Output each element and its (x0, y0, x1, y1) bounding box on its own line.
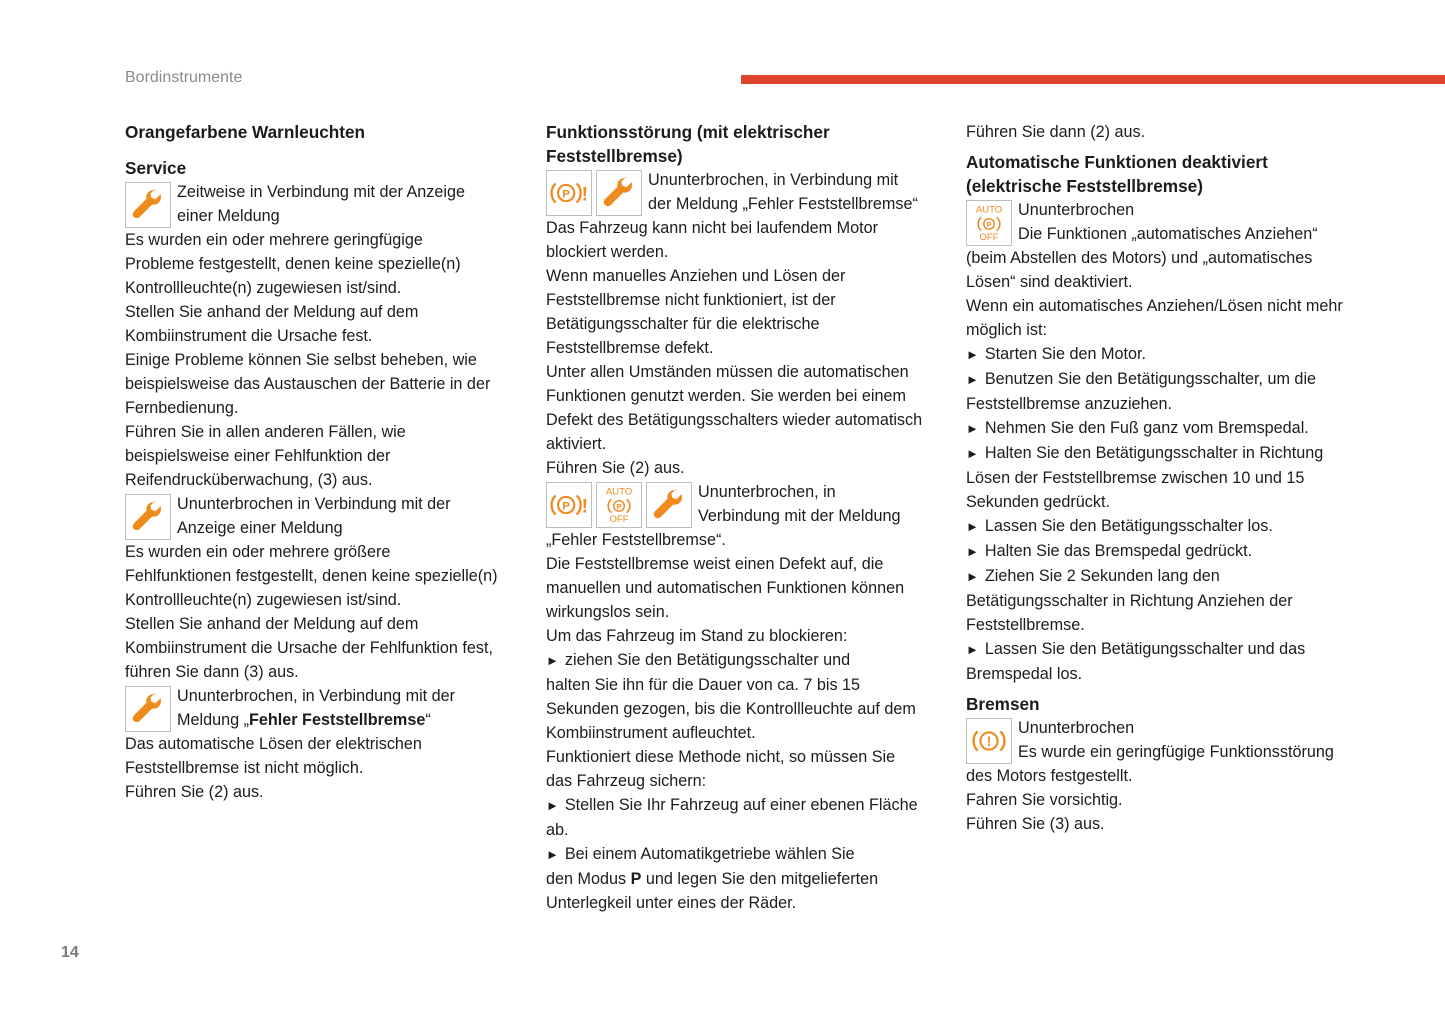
body-line: Einige Probleme können Sie selbst beheben, wie (125, 351, 477, 369)
body-line: Betätigungsschalter in Richtung Anziehen der (966, 592, 1293, 610)
body-line: beispielsweise einer Fehlfunktion der (125, 447, 391, 465)
body-line: Kombiinstrument aufleuchtet. (546, 724, 756, 742)
text-run: und legen Sie den mitgelieferten (641, 870, 879, 888)
body-line: halten Sie ihn für die Dauer von ca. 7 bis 15 (546, 676, 861, 694)
icon-text-line: Ununterbrochen, in (698, 483, 836, 501)
body-line: Es wurden ein oder mehrere größere (125, 543, 391, 561)
body-line: Feststellbremse ist nicht möglich. (125, 759, 364, 777)
malfunction-block-2 (546, 480, 944, 528)
parking-brake-warning-icon (546, 170, 592, 216)
text-run: “ (425, 711, 431, 729)
body-line: Fernbedienung. (125, 399, 239, 417)
body-line: Fahren Sie vorsichtig. (966, 791, 1123, 809)
icon-excl-label: ! (581, 184, 588, 206)
bullet-text: Halten Sie den Betätigungsschalter in Richtung (984, 444, 1324, 462)
section-heading-malfunction (546, 120, 944, 168)
service-intermittent-block (125, 180, 520, 228)
bullet-arrow-icon: ► (966, 569, 979, 584)
body-line: Kombiinstrument die Ursache der Fehlfunktion fest, (125, 639, 493, 657)
icon-excl-label: ! (581, 496, 588, 518)
bullet-arrow-icon: ► (546, 653, 559, 668)
mode-p-bold: P (630, 870, 642, 888)
body-line (546, 867, 944, 891)
bullet-text: Benutzen Sie den Betätigungsschalter, um die (984, 370, 1317, 388)
bullet-line (966, 342, 1371, 367)
header-accent-bar (741, 75, 1445, 84)
body-line: Führen Sie dann (2) aus. (966, 123, 1146, 141)
body-line: Wenn manuelles Anziehen und Lösen der (546, 267, 846, 285)
body-line: des Motors festgestellt. (966, 767, 1133, 785)
wrench-icon (125, 686, 171, 732)
icon-p-label: P (986, 220, 992, 230)
body-line: Sekunden gezogen, bis die Kontrollleuchte auf dem (546, 700, 916, 718)
icon-off-label: OFF (609, 514, 629, 526)
parking-brake-warning-icon (546, 482, 592, 528)
body-line: Feststellbremse nicht funktioniert, ist der (546, 291, 836, 309)
body-line: Funktioniert diese Methode nicht, so müssen Sie (546, 748, 896, 766)
body-line: Führen Sie (2) aus. (546, 459, 685, 477)
wrench-icon (125, 182, 171, 228)
icon-text-line (125, 708, 520, 732)
icon-text-line: der Meldung „Fehler Feststellbremse“ (648, 195, 918, 213)
text-run: den Modus (546, 870, 631, 888)
body-line: Defekt des Betätigungsschalters wieder automatisch (546, 411, 923, 429)
body-line: Probleme festgestellt, denen keine spezielle(n) (125, 255, 461, 273)
body-line: manuellen und automatischen Funktionen können (546, 579, 905, 597)
body-line: beispielsweise das Austauschen der Batterie in der (125, 375, 491, 393)
icon-text-line: einer Meldung (177, 207, 280, 225)
section-heading-auto-disabled (966, 150, 1371, 198)
bullet-arrow-icon: ► (966, 544, 979, 559)
bullet-line (546, 842, 944, 867)
body-line: aktiviert. (546, 435, 607, 453)
bullet-text: Halten Sie das Bremspedal gedrückt. (984, 542, 1253, 560)
wrench-icon (596, 170, 642, 216)
column-2 (546, 120, 944, 915)
bullet-text: Starten Sie den Motor. (984, 345, 1146, 363)
heading-line: Automatische Funktionen deaktiviert (966, 152, 1268, 172)
icon-text-line: Ununterbrochen, in Verbindung mit (648, 171, 899, 189)
bullet-arrow-icon: ► (966, 372, 979, 387)
bullet-text: Ziehen Sie 2 Sekunden lang den (984, 567, 1220, 585)
bullet-line (966, 514, 1371, 539)
body-line: Unter allen Umständen müssen die automatischen (546, 363, 909, 381)
body-line: Betätigungsschalter für die elektrische (546, 315, 820, 333)
message-name-bold: Fehler Feststellbremse (248, 711, 426, 729)
brake-warning-icon (966, 718, 1012, 764)
page-number: 14 (61, 944, 79, 961)
body-line: Lösen“ sind deaktiviert. (966, 273, 1133, 291)
heading-line: Funktionsstörung (mit elektrischer (546, 122, 830, 142)
bullet-arrow-icon: ► (966, 519, 979, 534)
heading-line: (elektrische Feststellbremse) (966, 176, 1203, 196)
brakes-block (966, 716, 1371, 764)
body-line: Kombiinstrument die Ursache fest. (125, 327, 373, 345)
service-continuous-block (125, 492, 520, 540)
body-line: Lösen der Feststellbremse zwischen 10 und 15 (966, 469, 1305, 487)
icon-text-line: Zeitweise in Verbindung mit der Anzeige (177, 183, 465, 201)
icon-text-line: Verbindung mit der Meldung (698, 507, 901, 525)
auto-off-icon (596, 482, 642, 528)
body-line: Führen Sie in allen anderen Fällen, wie (125, 423, 406, 441)
body-line: Das Fahrzeug kann nicht bei laufendem Motor (546, 219, 879, 237)
malfunction-block-1 (546, 168, 944, 216)
icon-text-line: Ununterbrochen, in Verbindung mit der (177, 687, 456, 705)
bullet-line (546, 648, 944, 673)
icon-auto-label: AUTO (975, 204, 1003, 216)
body-line: Um das Fahrzeug im Stand zu blockieren: (546, 627, 848, 645)
bullet-line (966, 539, 1371, 564)
bullet-text: Nehmen Sie den Fuß ganz vom Bremspedal. (984, 419, 1309, 437)
body-line: Bremspedal los. (966, 665, 1083, 683)
icon-p-label: P (616, 502, 622, 512)
bullet-text: Bei einem Automatikgetriebe wählen Sie (564, 845, 855, 863)
body-line: Stellen Sie anhand der Meldung auf dem (125, 303, 419, 321)
service-parking-brake-block (125, 684, 520, 732)
bullet-line (966, 367, 1371, 392)
body-line: Unterlegkeil unter eines der Räder. (546, 894, 797, 912)
bullet-line (966, 564, 1371, 589)
icon-p-label: P (562, 188, 570, 201)
bullet-arrow-icon: ► (966, 347, 979, 362)
body-line: ab. (546, 821, 569, 839)
bullet-text: Lassen Sie den Betätigungsschalter und das (984, 640, 1306, 658)
icon-p-label: P (562, 500, 570, 513)
icon-text-line: Die Funktionen „automatisches Anziehen“ (1018, 225, 1318, 243)
bullet-line (966, 637, 1371, 662)
body-line: führen Sie dann (3) aus. (125, 663, 299, 681)
body-line: Stellen Sie anhand der Meldung auf dem (125, 615, 419, 633)
bullet-text: Stellen Sie Ihr Fahrzeug auf einer ebenen Fläche (564, 796, 918, 814)
running-header: Bordinstrumente (125, 69, 243, 86)
text-run: Meldung „ (177, 711, 249, 729)
body-line: Kontrollleuchte(n) zugewiesen ist/sind. (125, 591, 402, 609)
body-line: Fehlfunktionen festgestellt, denen keine spezielle(n) (125, 567, 498, 585)
body-line: wirkungslos sein. (546, 603, 670, 621)
bullet-arrow-icon: ► (546, 798, 559, 813)
body-line: Führen Sie (3) aus. (966, 815, 1105, 833)
column-1 (125, 120, 520, 804)
icon-text-line: Es wurde ein geringfügige Funktionsstörung (1018, 743, 1334, 761)
body-line: Wenn ein automatisches Anziehen/Lösen nicht mehr (966, 297, 1343, 315)
icon-text-line: Ununterbrochen in Verbindung mit der (177, 495, 451, 513)
body-line: möglich ist: (966, 321, 1047, 339)
bullet-text: ziehen Sie den Betätigungsschalter und (564, 651, 851, 669)
brakes-heading: Bremsen (966, 694, 1040, 714)
bullet-arrow-icon: ► (966, 421, 979, 436)
body-line: Sekunden gedrückt. (966, 493, 1110, 511)
body-line: das Fahrzeug sichern: (546, 772, 707, 790)
body-line: (beim Abstellen des Motors) und „automatisches (966, 249, 1313, 267)
service-heading: Service (125, 158, 187, 178)
body-line: Reifendrucküberwachung, (3) aus. (125, 471, 373, 489)
bullet-arrow-icon: ► (966, 642, 979, 657)
body-line: Es wurden ein oder mehrere geringfügige (125, 231, 423, 249)
bullet-text: Lassen Sie den Betätigungsschalter los. (984, 517, 1273, 535)
body-line: Feststellbremse defekt. (546, 339, 714, 357)
body-line: Kontrollleuchte(n) zugewiesen ist/sind. (125, 279, 402, 297)
icon-off-label: OFF (979, 232, 999, 244)
bullet-line (966, 441, 1371, 466)
icon-text-line: Ununterbrochen (1018, 719, 1135, 737)
body-line: Das automatische Lösen der elektrischen (125, 735, 422, 753)
icon-text-line: Anzeige einer Meldung (177, 519, 343, 537)
bullet-arrow-icon: ► (546, 847, 559, 862)
wrench-icon (125, 494, 171, 540)
bullet-arrow-icon: ► (966, 446, 979, 461)
body-line: Funktionen genutzt werden. Sie werden bei einem (546, 387, 906, 405)
body-line: Feststellbremse. (966, 616, 1085, 634)
body-line: „Fehler Feststellbremse“. (546, 531, 726, 549)
wrench-icon (646, 482, 692, 528)
body-line: Führen Sie (2) aus. (125, 783, 264, 801)
icon-text-line: Ununterbrochen (1018, 201, 1135, 219)
section-heading-orange-warnings: Orangefarbene Warnleuchten (125, 122, 366, 142)
column-3 (966, 120, 1371, 836)
body-line: Die Feststellbremse weist einen Defekt auf, die (546, 555, 884, 573)
auto-off-icon (966, 200, 1012, 246)
auto-disabled-block (966, 198, 1371, 246)
bullet-line (966, 416, 1371, 441)
body-line: blockiert werden. (546, 243, 669, 261)
icon-auto-label: AUTO (605, 486, 633, 498)
icon-excl-label: ! (986, 733, 992, 749)
heading-line: Feststellbremse) (546, 146, 683, 166)
body-line: Feststellbremse anzuziehen. (966, 395, 1173, 413)
bullet-line (546, 793, 944, 818)
